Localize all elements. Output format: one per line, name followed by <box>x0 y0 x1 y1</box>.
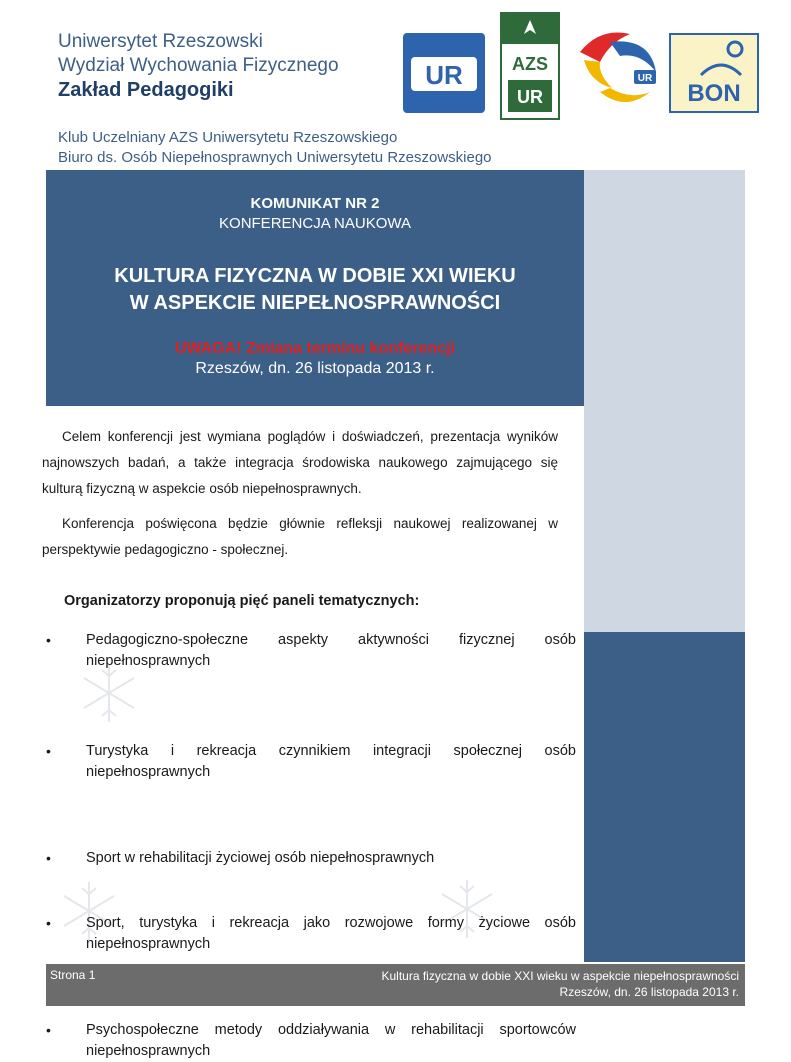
ur-logo-text: UR <box>425 60 463 90</box>
page-number: Strona 1 <box>50 968 96 982</box>
page-footer <box>46 964 745 1006</box>
office-name: Biuro ds. Osób Niepełnosprawnych Uniwersytetu Rzeszowskiego <box>58 149 492 166</box>
footer-info <box>381 968 739 1000</box>
bon-logo <box>669 33 759 113</box>
announcement-date: Rzeszów, dn. 26 listopada 2013 r. <box>195 360 435 377</box>
intro-paragraph <box>42 424 558 502</box>
panel-text: Sport, turystyka i rekreacja jako rozwojowe formy życiowe osób niepełnosprawnych <box>86 915 576 952</box>
conference-title-line2: W ASPEKCIE NIEPEŁNOSPRAWNOŚCI <box>129 292 501 314</box>
bullet-icon: • <box>46 1022 51 1038</box>
sport-logo <box>570 22 662 117</box>
date-change-notice: UWAGA! Zmiana terminu konferencji <box>174 340 456 357</box>
department-name: Zakład Pedagogiki <box>58 79 234 101</box>
decorative-column-light <box>584 170 745 632</box>
ur-logo <box>403 33 485 113</box>
intro-paragraph-text: Celem konferencji jest wymiana poglądów i doświadczeń, prezentacja wyników najnowszych badań, a także integracja środowiska naukowego zajmującego się kulturą fizyczną w aspekcie osób niepełnosprawnych. <box>42 429 558 496</box>
azs-logo-text: AZS <box>512 54 548 74</box>
list-item <box>46 1020 576 1062</box>
bullet-icon: • <box>46 850 51 866</box>
footer-date: Rzeszów, dn. 26 listopada 2013 r. <box>559 985 739 999</box>
organizers-header <box>58 128 492 168</box>
focus-paragraph <box>42 511 558 563</box>
list-item <box>46 741 576 783</box>
university-header <box>58 30 339 102</box>
announcement-box <box>46 170 584 406</box>
conference-title-line1: KULTURA FIZYCZNA W DOBIE XXI WIEKU <box>114 265 516 287</box>
announcement-type: KONFERENCJA NAUKOWA <box>219 215 411 232</box>
focus-paragraph-text: Konferencja poświęcona będzie głównie refleksji naukowej realizowanej w perspektywie pedagogiczno - społecznej. <box>42 516 558 557</box>
sport-logo-text: UR <box>637 73 653 84</box>
panel-text: Sport w rehabilitacji życiowej osób niepełnosprawnych <box>86 850 435 866</box>
list-item <box>46 913 576 955</box>
azs-logo <box>500 12 560 120</box>
list-item <box>46 630 576 672</box>
panel-text: Turystyka i rekreacja czynnikiem integracji społecznej osób niepełnosprawnych <box>86 743 576 780</box>
faculty-name: Wydział Wychowania Fizycznego <box>58 55 339 76</box>
azs-ur-text: UR <box>517 87 543 107</box>
panel-text: Pedagogiczno-społeczne aspekty aktywności fizycznej osób niepełnosprawnych <box>86 632 576 669</box>
bon-logo-text: BON <box>687 80 741 107</box>
panels-heading: Organizatorzy proponują pięć paneli tematycznych: <box>64 593 420 609</box>
panel-text: Psychospołeczne metody oddziaływania w rehabilitacji sportowców niepełnosprawnych <box>86 1022 576 1059</box>
footer-title: Kultura fizyczna w dobie XXI wieku w aspekcie niepełnosprawności <box>381 969 739 983</box>
bullet-icon: • <box>46 915 51 931</box>
university-name: Uniwersytet Rzeszowski <box>58 31 263 52</box>
decorative-column-dark <box>584 632 745 962</box>
bullet-icon: • <box>46 632 51 648</box>
conference-title <box>46 263 584 317</box>
announcement-number: KOMUNIKAT NR 2 <box>250 195 380 212</box>
bullet-icon: • <box>46 743 51 759</box>
list-item <box>46 848 576 869</box>
club-name: Klub Uczelniany AZS Uniwersytetu Rzeszowskiego <box>58 129 398 146</box>
